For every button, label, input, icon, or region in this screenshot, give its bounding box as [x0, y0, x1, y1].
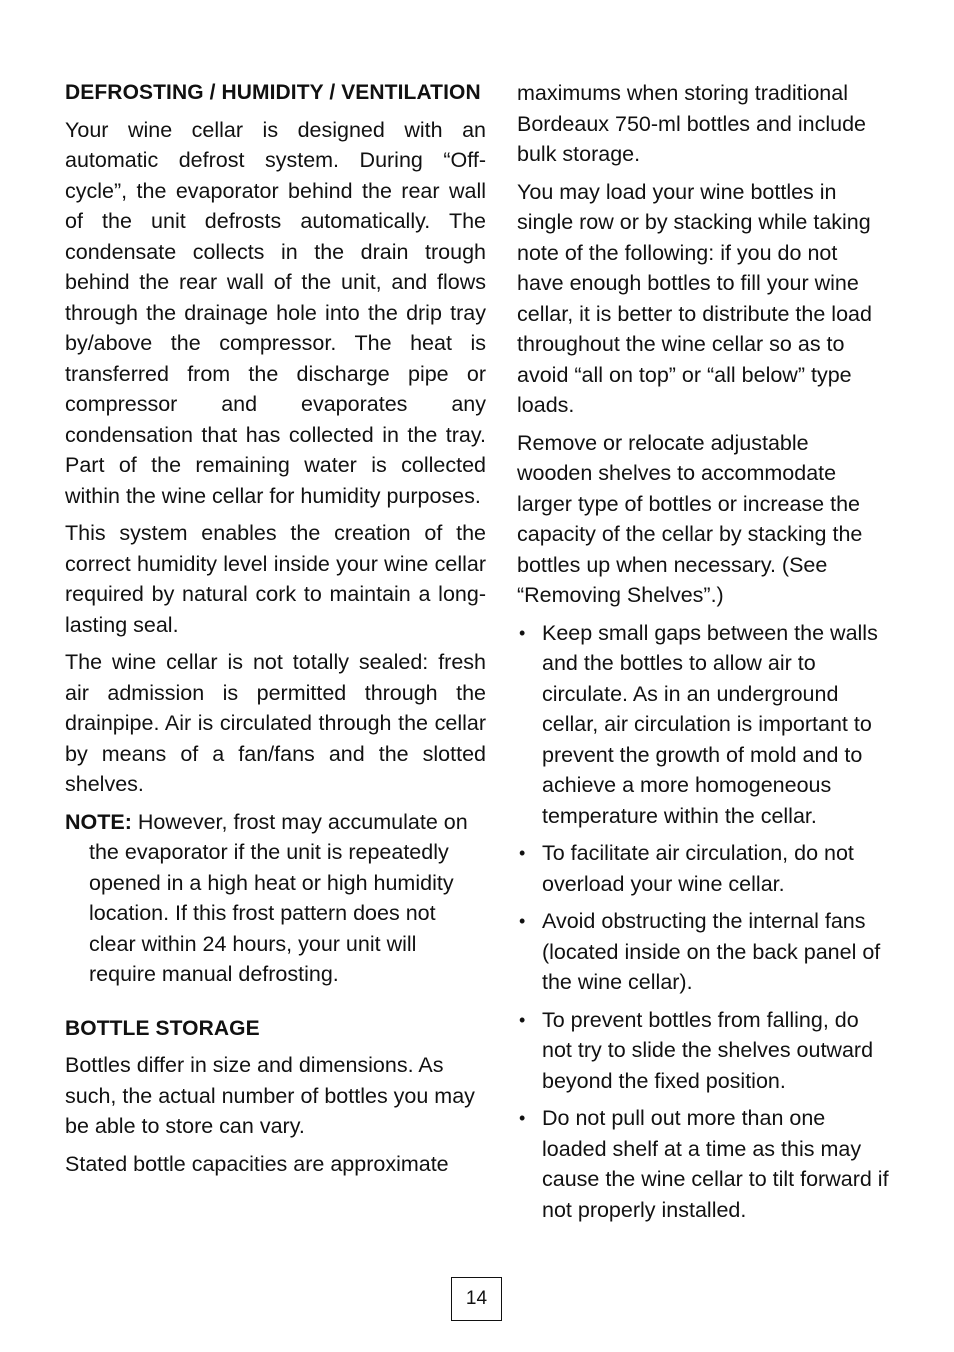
list-item [517, 1103, 889, 1225]
list-item-text: Avoid obstructing the internal fans (located inside on the back panel of the wine cellar). [542, 909, 881, 994]
defrost-paragraph: Your wine cellar is designed with an automatic defrost system. During “Off-cycle”, the evaporator behind the rear wall of the unit defrosts automatically. The condensate collects in the drain trough behind the rear wall of the unit, and flows through the drainage hole into the drip tray by/above the compressor. The heat is transferred from the discharge pipe or compressor and evaporates any condensation that has collected in the tray. Part of the remaining water is collected within the wine cellar for humidity purposes. [65, 117, 486, 508]
shelves-paragraph: Remove or relocate adjustable wooden shelves to accommodate larger type of bottles or increase the capacity of the cellar by stacking the bottles up when necessary. (See “Removing Shelves”.) [517, 430, 863, 607]
list-item-text: To prevent bottles from falling, do not try to slide the shelves outward beyond the fixed position. [542, 1007, 874, 1093]
bullet-marker: • [519, 1009, 526, 1030]
list-item [517, 618, 889, 832]
page-number: 14 [451, 1277, 502, 1321]
list-item-text: Do not pull out more than one loaded shelf at a time as this may cause the wine cellar to tilt forward if not properly installed. [542, 1106, 889, 1222]
list-item-text: Keep small gaps between the walls and the bottles to allow air to circulate. As in an underground cellar, air circulation is important to prevent the growth of mold and to achieve a more homogeneous temperature within the cellar. [542, 620, 878, 828]
note-text: However, frost may accumulate on the evaporator if the unit is repeatedly opened in a high heat or high humidity location. If this frost pattern does not clear within 24 hours, your unit will require manual defrosting. [89, 809, 468, 986]
left-column [65, 78, 486, 1186]
note-label: NOTE: [65, 809, 132, 834]
note-paragraph [65, 807, 486, 990]
section-heading-bottle-storage: BOTTLE STORAGE [65, 1016, 260, 1040]
ventilation-paragraph: The wine cellar is not totally sealed: fresh air admission is permitted through the drainpipe. Air is circulated through the cellar by means of a fan/fans and the slotted shelves. [65, 650, 486, 796]
list-item [517, 838, 889, 899]
list-item-text: To facilitate air circulation, do not overload your wine cellar. [542, 841, 854, 896]
capacity-paragraph-start: Stated bottle capacities are approximate [65, 1151, 449, 1176]
bullet-marker: • [519, 911, 526, 931]
capacity-paragraph-continued: maximums when storing traditional Bordeaux 750-ml bottles and include bulk storage. [517, 81, 866, 166]
right-column [517, 78, 889, 1232]
bullet-marker: • [519, 1108, 526, 1128]
list-item [517, 906, 889, 998]
list-item [517, 1005, 889, 1097]
humidity-paragraph: This system enables the creation of the correct humidity level inside your wine cellar required by natural cork to maintain a long-lasting seal. [65, 521, 486, 637]
bullet-marker: • [519, 843, 526, 863]
bullet-marker: • [519, 622, 526, 643]
bottle-size-paragraph: Bottles differ in size and dimensions. As such, the actual number of bottles you may be able to store can vary. [65, 1053, 475, 1138]
loading-paragraph: You may load your wine bottles in single row or by stacking while taking note of the following: if you do not have enough bottles to fill your wine cellar, it is better to distribute the load throughout the wine cellar so as to avoid “all on top” or “all below” type loads. [517, 179, 872, 417]
storage-tips-list [517, 618, 889, 1226]
section-heading-defrosting: DEFROSTING / HUMIDITY / VENTILATION [65, 81, 481, 104]
